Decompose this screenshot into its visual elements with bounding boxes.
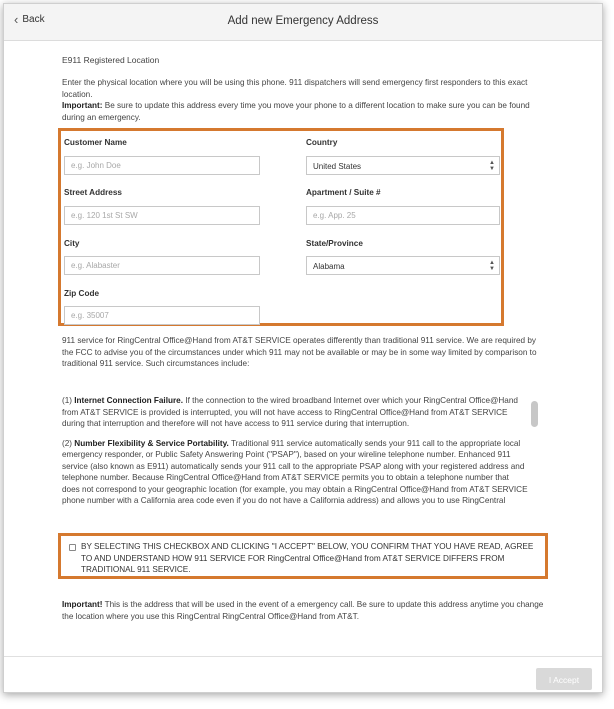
term-text: Traditional 911 service automatically sends your 911 call to the appropriate local emergency responder, or Public Safety Answering Point ("PSAP"), based on your wireline telephone number. Enhanced 911 service (also known as E911) automatically sends your 911 call to the appropriate PSAP along with your registered address and telephone number. Because RingCentral Office@Hand from AT&T SERVICE permits you to obtain a telephone number that does not correspond to your geographic location (for example, you may obtain a RingCentral Office@Hand from AT&T SERVICE phone number with a California area code even if you do not have a California address) and allows you to use RingCentral xyxy=(62,438,528,505)
select-arrows-icon: ▲ ▼ xyxy=(489,260,495,272)
footer-divider xyxy=(4,656,602,657)
term-title: Number Flexibility & Service Portability. xyxy=(74,438,229,448)
term-item xyxy=(62,395,542,430)
intro-description: Enter the physical location where you will be using this phone. 911 dispatchers will send emergency first responders to this exact location. xyxy=(62,78,528,99)
dialog-window xyxy=(3,3,603,693)
customer-name-input[interactable] xyxy=(64,156,260,175)
footer-note xyxy=(62,599,546,622)
city-input[interactable] xyxy=(64,256,260,275)
accept-terms-text: BY SELECTING THIS CHECKBOX AND CLICKING "I ACCEPT" BELOW, YOU CONFIRM THAT YOU HAVE READ, AGREE TO AND UNDERSTAND HOW 911 SERVICE FOR RingCentral Office@Hand from AT&T SERVICE DIFFERS FROM TRADITIONAL 911 SERVICE. xyxy=(81,542,534,574)
apartment-input[interactable] xyxy=(306,206,500,225)
footer-note-text: This is the address that will be used in the event of a emergency call. Be sure to update this address anytime you change the location where you use this RingCentral RingCentral Office@Hand from AT&T. xyxy=(62,600,544,621)
select-arrows-icon: ▲ ▼ xyxy=(489,160,495,172)
page-title: Add new Emergency Address xyxy=(227,15,379,27)
section-label: E911 Registered Location xyxy=(62,55,160,65)
city-label: City xyxy=(64,239,80,248)
important-text: Be sure to update this address every time you move your phone to a different location to make sure you can be found during an emergency. xyxy=(62,101,530,122)
country-value: United States xyxy=(313,162,362,171)
street-address-label: Street Address xyxy=(64,188,122,197)
important-label: Important: xyxy=(62,101,103,110)
accept-terms-box xyxy=(58,533,548,579)
zip-code-label: Zip Code xyxy=(64,289,100,298)
zip-code-input[interactable] xyxy=(64,306,260,325)
fcc-notice: 911 service for RingCentral Office@Hand from AT&T SERVICE operates differently than traditional 911 service. We are required by the FCC to advise you of the circumstances under which 911 may not be available or may be in some way limited by comparison to traditional 911 service. Such circumstances include: xyxy=(62,336,537,368)
back-label: Back xyxy=(22,14,45,25)
state-value: Alabama xyxy=(313,262,345,271)
country-label: Country xyxy=(306,138,338,147)
street-address-input[interactable] xyxy=(64,206,260,225)
footer-important-label: Important! xyxy=(62,600,103,609)
term-prefix: (1) xyxy=(62,396,75,405)
term-prefix: (2) xyxy=(62,438,75,448)
customer-name-label: Customer Name xyxy=(64,138,127,147)
chevron-left-icon: ‹ xyxy=(14,11,19,27)
accept-checkbox[interactable] xyxy=(69,544,76,551)
apartment-label: Apartment / Suite # xyxy=(306,188,381,197)
intro-text xyxy=(62,77,546,123)
term-text: If the connection to the wired broadband Internet over which your RingCentral Office@Hand from AT&T SERVICE is provided is interrupted, you will not have access to RingCentral Office@Hand from AT&T SERVICE during that interruption and therefore will not have access to 911 service during that interruption. xyxy=(62,396,518,428)
term-title: Internet Connection Failure. xyxy=(74,396,184,405)
terms-scrollbar[interactable] xyxy=(531,401,538,427)
state-select[interactable] xyxy=(306,256,500,275)
address-form xyxy=(58,128,504,326)
header-bar xyxy=(4,4,602,41)
country-select[interactable] xyxy=(306,156,500,175)
terms-scroll-area[interactable] xyxy=(62,392,542,516)
term-item xyxy=(62,438,542,507)
i-accept-button[interactable]: I Accept xyxy=(536,668,592,690)
state-label: State/Province xyxy=(306,239,363,248)
